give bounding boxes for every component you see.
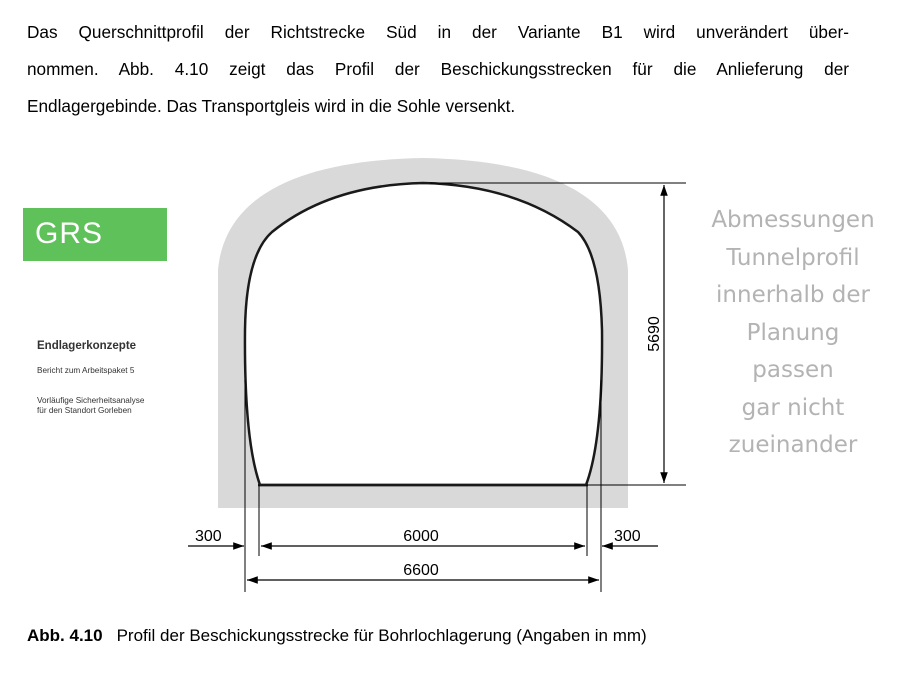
tunnel-inner-opening: [245, 183, 602, 485]
paragraph-line-3: Endlagergebinde. Das Transportgleis wird in die Sohle versenkt.: [27, 96, 516, 116]
overlay-line-6: gar nicht: [741, 394, 845, 421]
grs-logo-text: GRS: [35, 217, 104, 250]
report-subtitle: Bericht zum Arbeitspaket 5: [37, 366, 135, 375]
figure-caption: [27, 624, 647, 648]
overlay-line-5: passen: [752, 357, 834, 383]
report-note-line-1: Vorläufige Sicherheitsanalyse: [37, 396, 145, 405]
overlay-line-3: innerhalb der: [716, 282, 870, 308]
paragraph-line-1: Das Querschnittprofil der Richtstrecke Süd in der Variante B1 wird unverändert über-: [27, 22, 849, 42]
figure-number: Abb. 4.10: [27, 626, 103, 645]
overlay-line-2: Tunnelprofil: [726, 244, 860, 271]
paragraph-line-2: nommen. Abb. 4.10 zeigt das Profil der Beschickungsstrecken für die Anlieferung der: [27, 59, 849, 79]
figure-caption-text: Profil der Beschickungsstrecke für Bohrlochlagerung (Angaben in mm): [116, 626, 647, 645]
overlay-line-1: Abmessungen: [711, 207, 875, 233]
left-wall-label: 300: [195, 528, 222, 545]
inner-width-label: 6000: [403, 528, 439, 545]
right-wall-label: 300: [614, 528, 641, 545]
report-note-line-2: für den Standort Gorleben: [37, 406, 132, 415]
overlay-line-7: zueinander: [728, 432, 858, 458]
height-dimension-label: 5690: [646, 316, 663, 352]
overlay-line-4: Planung: [746, 319, 840, 346]
report-title: Endlagerkonzepte: [37, 340, 137, 352]
overlay-annotation: [700, 202, 886, 465]
outer-width-label: 6600: [403, 562, 439, 579]
